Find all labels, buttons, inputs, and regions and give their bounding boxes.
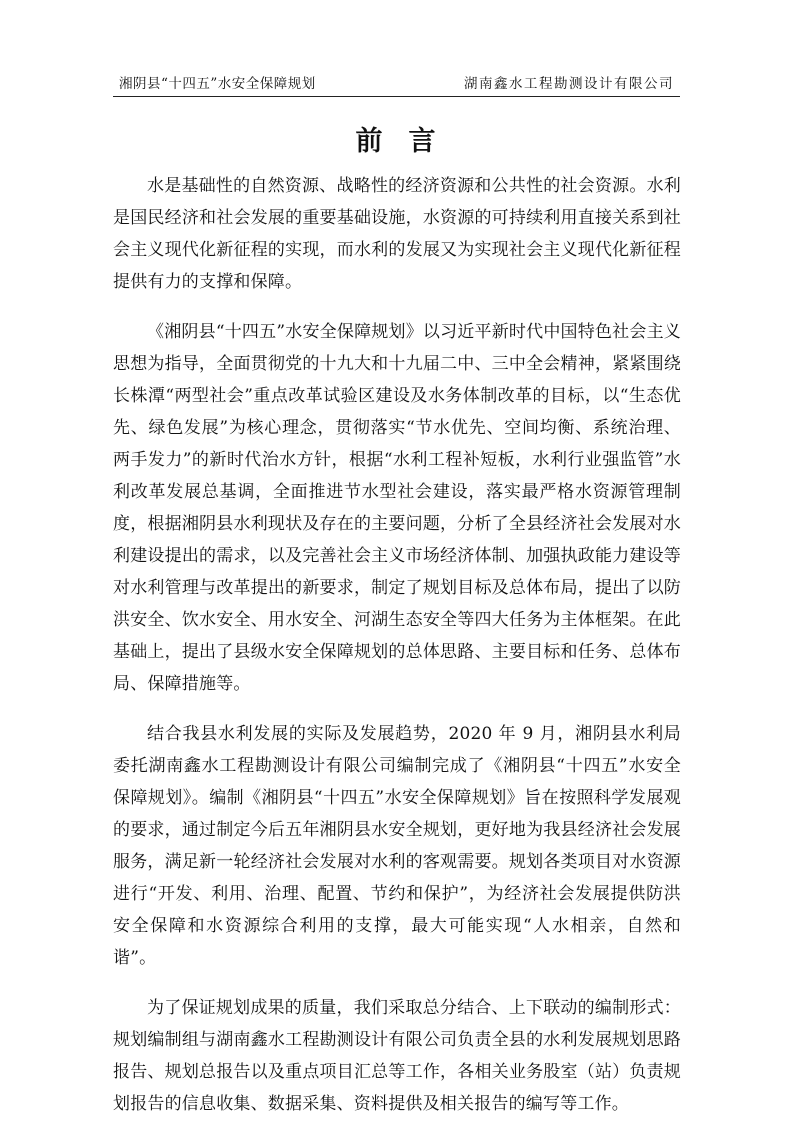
paragraph-compilation-background: 结合我县水利发展的实际及发展趋势，2020 年 9 月，湘阴县水利局委托湖南鑫水工程勘测设计有限公司编制完成了《湘阴县“十四五”水安全保障规划》。编制《湘阴县“十四五”水安全保障规划》旨在按照科学发展观的要求，通过制定今后五年湘阴县水安全规划，更好地为我县经济社会发展服务，满足新一轮经济社会发展对水利的客观需要。规划各类项目对水资源进行“开发、利用、治理、配置、节约和保护”，为经济社会发展提供防洪安全保障和水资源综合利用的支撑，最大可能实现“人水相亲，自然和谐”。: [113, 724, 681, 968]
page-header: [113, 72, 680, 97]
paragraph-compilation-method: 为了保证规划成果的质量，我们采取总分结合、上下联动的编制形式：规划编制组与湖南鑫水工程勘测设计有限公司负责全县的水利发展规划思路报告、规划总报告以及重点项目汇总等工作，各相关业务股室（站）负责规划报告的信息收集、数据采集、资料提供及相关报告的编写等工作。: [113, 998, 681, 1114]
page-title: [0, 122, 793, 162]
page-title-part-2: 言: [408, 126, 438, 157]
header-document-title: 湘阴县“十四五”水安全保障规划: [119, 76, 316, 92]
paragraph-guiding-principles: 《湘阴县“十四五”水安全保障规划》以习近平新时代中国特色社会主义思想为指导，全面贯彻党的十九大和十九届二中、三中全会精神，紧紧围绕长株潭“两型社会”重点改革试验区建设及水务体制改革的目标，以“生态优先、绿色发展”为核心理念，贯彻落实“节水优先、空间均衡、系统治理、两手发力”的新时代治水方针，根据“水利工程补短板，水利行业强监管”水利改革发展总基调，全面推进节水型社会建设，落实最严格水资源管理制度，根据湘阴县水利现状及存在的主要问题，分析了全县经济社会发展对水利建设提出的需求，以及完善社会主义市场经济体制、加强执政能力建设等对水利管理与改革提出的新要求，制定了规划目标及总体布局，提出了以防洪安全、饮水安全、用水安全、河湖生态安全等四大任务为主体框架。在此基础上，提出了县级水安全保障规划的总体思路、主要目标和任务、总体布局、保障措施等。: [113, 322, 681, 694]
body-text: [113, 170, 681, 1138]
header-company-name: 湖南鑫水工程勘测设计有限公司: [464, 76, 674, 92]
paragraph-intro: 水是基础性的自然资源、战略性的经济资源和公共性的社会资源。水利是国民经济和社会发展的重要基础设施，水资源的可持续利用直接关系到社会主义现代化新征程的实现，而水利的发展又为实现社会主义现代化新征程提供有力的支撑和保障。: [113, 176, 681, 292]
page-title-part-1: 前: [355, 126, 385, 157]
